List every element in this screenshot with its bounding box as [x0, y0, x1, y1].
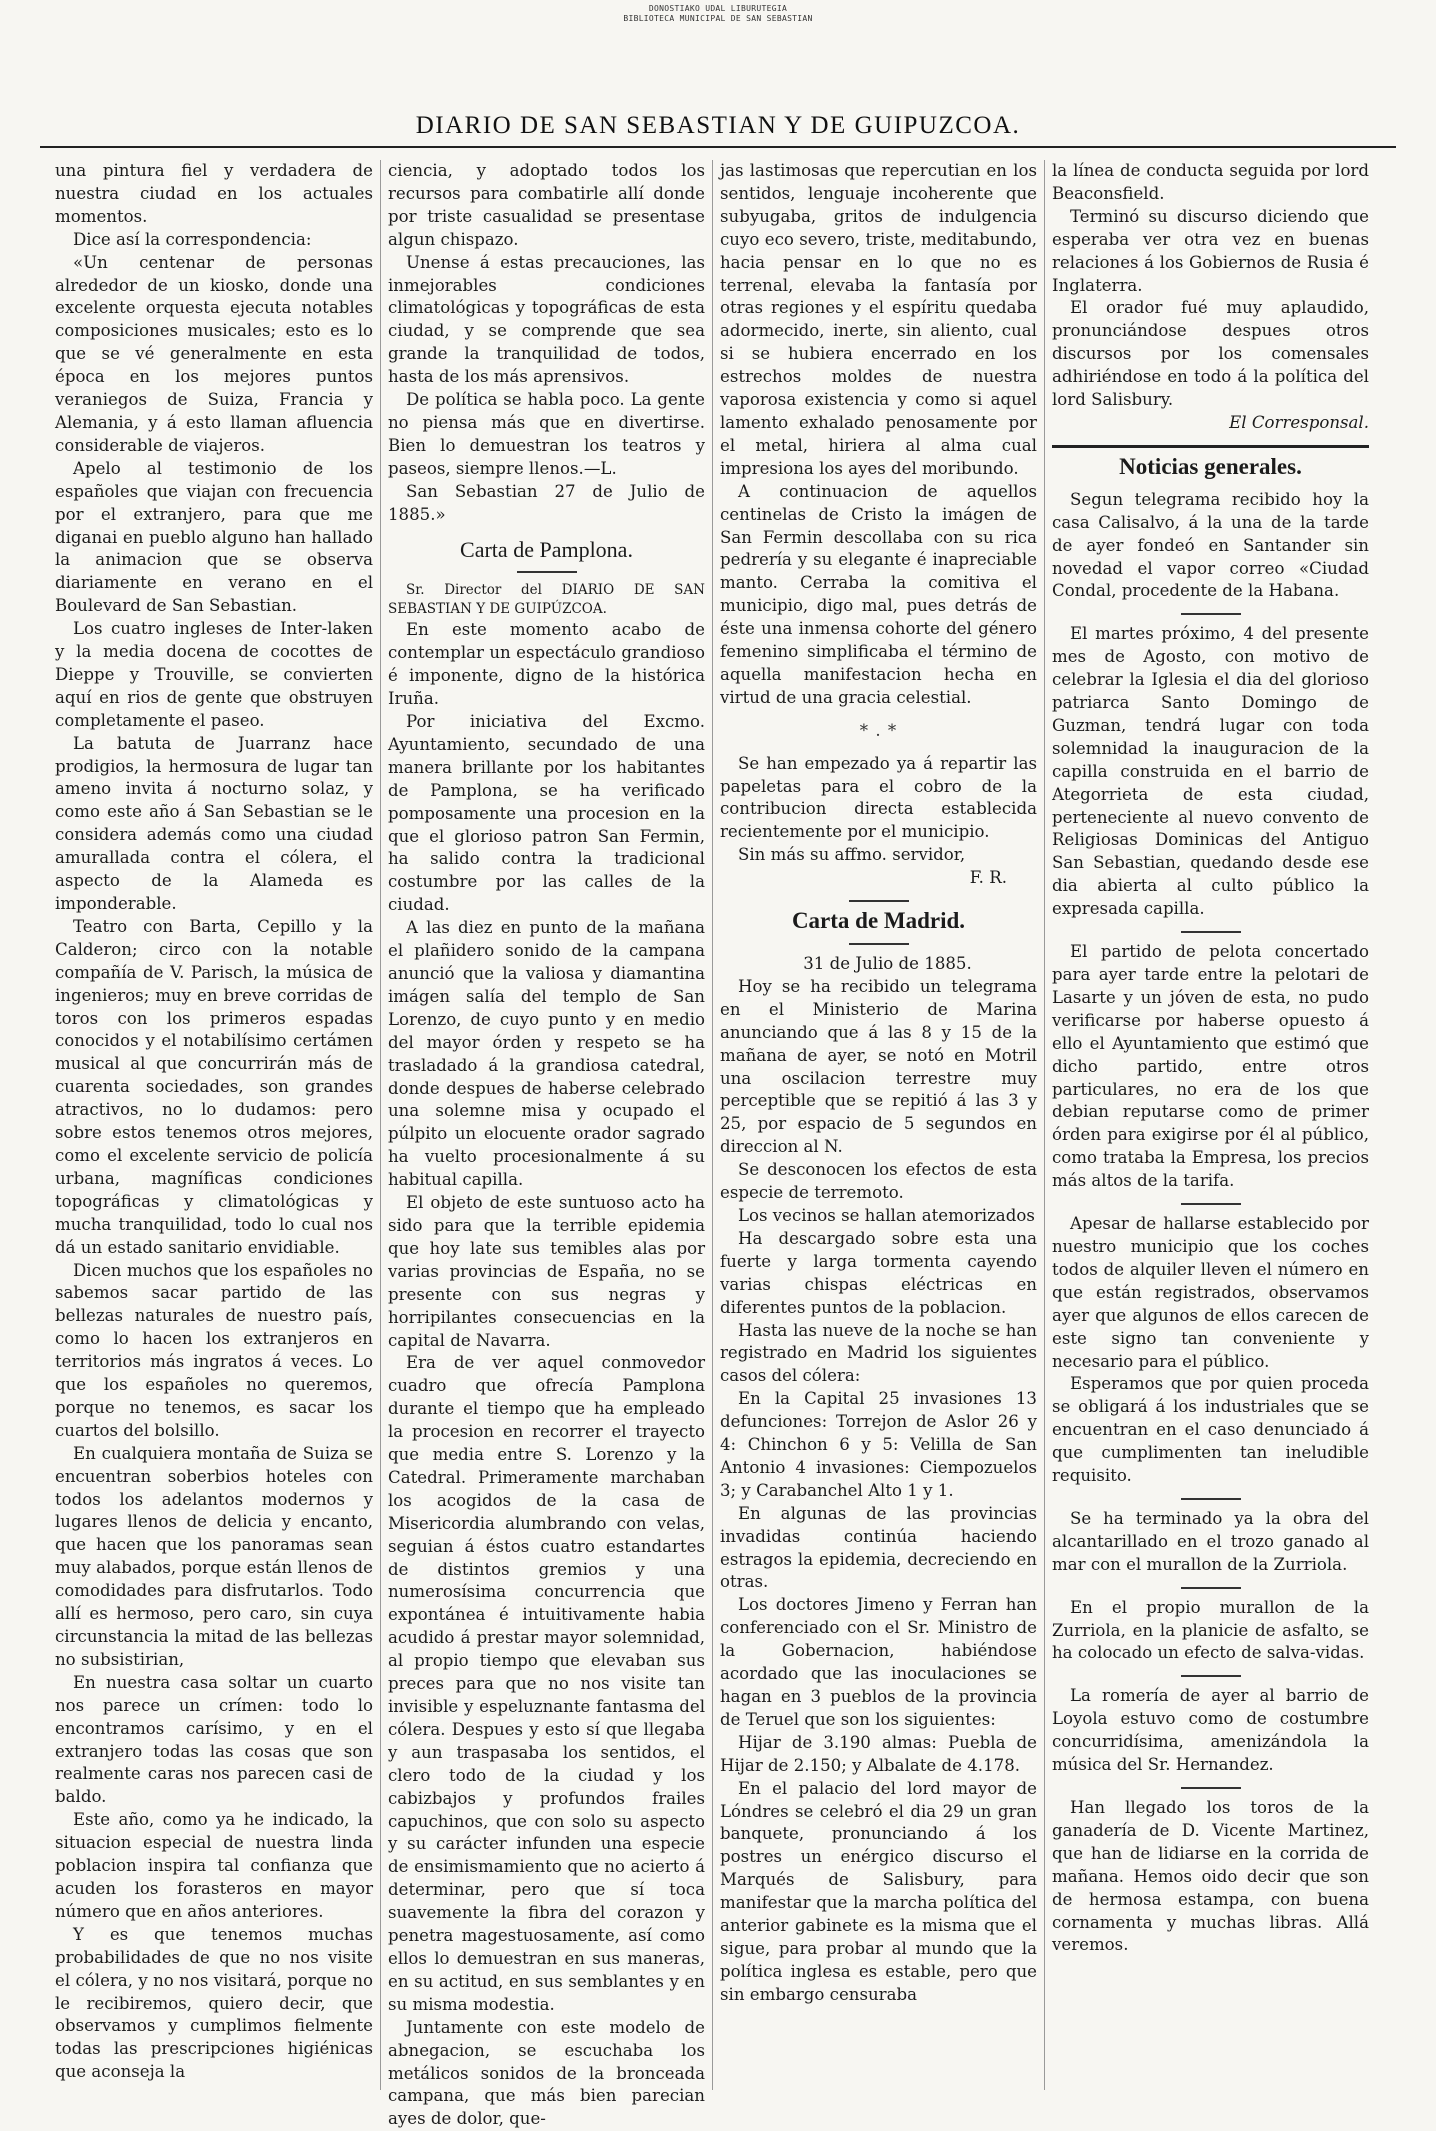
paragraph: jas lastimosas que repercutian en los sentidos, lenguaje incoherente que subyugaba, gritos de indulgencia cuyo eco severo, triste, meditabundo, hacia pensar en lo que no es terrenal, elevaba la fantasía por otras regiones y el espíritu quedaba adormecido, inerte, sin aliento, cual si se hubiera encerrado en los estrechos moldes de nuestra vaporosa existencia y como si aquel lamento exhalado penosamente por el metal, hiriera al alma cual impresiona los ayes del moribundo. — [720, 161, 1037, 478]
signature: F. R. — [969, 868, 1007, 888]
archive-stamp-line1: DONOSTIAKO UDAL LIBURUTEGIA — [648, 4, 788, 13]
news-item: Han llegado los toros de la ganadería de D. Vicente Martinez, que han de lidiarse en la corrida de mañana. Hemos oido decir que son de hermosa estampa, con buena cornamenta y muchas libras. Allá veremos. — [1052, 1798, 1369, 1955]
paragraph: Se desconocen los efectos de esta especie de terremoto. — [720, 1160, 1037, 1203]
paragraph: una pintura fiel y verdadera de nuestra ciudad en los actuales momentos. — [55, 161, 373, 226]
stars-separator: * . * — [859, 720, 898, 740]
paragraph: Teatro con Barta, Cepillo y la Calderon; circo con la notable compañía de V. Parisch, la música de ingenieros; muy en breve corridas de toros con los primeros espadas conocidos y el notabilísimo certámen musical al que concurrirán más de cuarenta sociedades, son grandes atractivos, no lo dudamos: pero sobre estos tenemos otros mejores, como el excelente servicio de policía urbana, magníficas condiciones topográficas y climatológicas y mucha tranquilidad, todo lo cual nos dá un estado sanitario envidiable. — [55, 916, 373, 1257]
paragraph: Apelo al testimonio de los españoles que viajan con frecuencia por el extranjero, para que me diganai en pueblo alguno han hallado la animacion que se observa diariamente en verano en el Boulevard de San Sebastian. — [55, 458, 373, 616]
article-heading-madrid: Carta de Madrid. — [791, 908, 966, 934]
paragraph: ciencia, y adoptado todos los recursos para combatirle allí donde por triste casualidad se presentase algun chispazo. — [388, 161, 705, 249]
archive-stamp — [0, 4, 1436, 24]
paragraph: Los vecinos se hallan atemorizados — [738, 1205, 1035, 1225]
divider — [849, 943, 909, 945]
divider — [849, 900, 909, 902]
paragraph: Se han empezado ya á repartir las papeletas para el cobro de la contribucion directa establecida recientemente por el municipio. — [720, 753, 1037, 842]
column-2 — [380, 160, 712, 2129]
masthead-rule — [40, 146, 1396, 148]
divider — [517, 571, 577, 573]
news-item: Esperamos que por quien proceda se obligará á los industriales que se encuentran en el caso denunciado á que cumplimenten tan ineludible requisito. — [1052, 1374, 1369, 1486]
paragraph: A las diez en punto de la mañana el plañidero sonido de la campana anunció que la valiosa y diamantina imágen salía del templo de San Lorenzo, de cuyo punto y en medio del mayor órden y respeto se ha trasladado á la grandiosa catedral, donde despues de haberse celebrado una solemne misa y ocupado el púlpito un elocuente orador sagrado ha vuelto procesionalmente á su habitual capilla. — [388, 918, 705, 1190]
paragraph: Unense á estas precauciones, las inmejorables condiciones climatológicas y topográficas de esta ciudad, y se comprende que sea grande la tranquilidad de todos, hasta de los más aprensivos. — [388, 252, 705, 387]
news-item: Segun telegrama recibido hoy la casa Calisalvo, á la una de la tarde de ayer fondeó en Santander sin novedad el vapor correo «Ciudad Condal, procedente de la Habana. — [1052, 489, 1369, 601]
paragraph: La batuta de Juarranz hace prodigios, la hermosura de lugar tan ameno invita á nocturno solaz, y como este año á San Sebastian se le considera además como una ciudad amurallada contra el cólera, el aspecto de la Alameda es imponderable. — [55, 733, 373, 913]
paragraph: Hasta las nueve de la noche se han registrado en Madrid los siguientes casos del cólera: — [720, 1320, 1037, 1386]
paragraph: Este año, como ya he indicado, la situacion especial de nuestra linda poblacion inspira tal confianza que acuden los forasteros en mayor número que en años anteriores. — [55, 1810, 373, 1921]
news-item: La romería de ayer al barrio de Loyola estuvo como de costumbre concurridísima, amenizándola la música del Sr. Hernandez. — [1052, 1686, 1369, 1775]
column-3 — [712, 160, 1044, 2090]
paragraph: Dice así la correspondencia: — [73, 229, 312, 249]
divider — [1181, 1498, 1241, 1500]
section-rule — [1052, 445, 1369, 448]
paragraph: Ha descargado sobre esta una fuerte y larga tormenta cayendo varias chispas eléctricas en diferentes puntos de la poblacion. — [720, 1228, 1037, 1317]
divider — [1181, 1675, 1241, 1677]
archive-stamp-line2: BIBLIOTECA MUNICIPAL DE SAN SEBASTIAN — [623, 14, 813, 23]
paragraph: la línea de conducta seguida por lord Beaconsfield. — [1052, 161, 1369, 203]
divider — [1181, 613, 1241, 615]
paragraph: Y es que tenemos muchas probabilidades de que no nos visite el cólera, y no nos visitará, porque no le recibiremos, quiero decir, que observamos y cumplimos fielmente todas las prescripciones higiénicas que aconseja la — [55, 1924, 373, 2082]
salutation: Sr. Director del DIARIO DE SAN SEBASTIAN Y DE GUIPÚZCOA. — [388, 582, 705, 618]
paragraph: El orador fué muy aplaudido, pronunciándose despues otros discursos por los comensales adhiriéndose en todo á la política del lord Salisbury. — [1052, 298, 1369, 410]
news-item: Apesar de hallarse establecido por nuestro municipio que los coches todos de alquiler lleven el número en que están registrados, observamos ayer que algunos de ellos carecen de este signo tan conveniente y necesario para el público. — [1052, 1214, 1369, 1371]
paragraph: El objeto de este suntuoso acto ha sido para que la terrible epidemia que hoy late sus temibles alas por varias provincias de España, no se presente con sus negras y horripilantes consecuencias en la capital de Navarra. — [388, 1193, 705, 1350]
paragraph: Por iniciativa del Excmo. Ayuntamiento, secundado de una manera brillante por los habitantes de Pamplona, se ha verificado pomposamente una procesion en la que el glorioso patron San Fermin, ha salido contra la tradicional costumbre por las calles de la ciudad. — [388, 712, 705, 915]
divider — [1181, 1203, 1241, 1205]
paragraph: «Un centenar de personas alrededor de un kiosko, donde una excelente orquesta ejecuta notables composiciones musicales; esto es lo que se vé generalmente en esta época en los mejores puntos veraniegos de Suiza, Francia y Alemania, y á esto llaman afluencia considerable de viajeros. — [55, 252, 373, 455]
paragraph: De política se habla poco. La gente no piensa más que en divertirse. Bien lo demuestran los teatros y paseos, siempre llenos.—L. — [388, 390, 705, 478]
paragraph: En el palacio del lord mayor de Lóndres se celebró el dia 29 un gran banquete, pronunciando á los postres un enérgico discurso el Marqués de Salisbury, para manifestar que la marcha política del anterior gabinete es la misma que el sigue, para probar al mundo que la política inglesa es estable, pero que sin embargo censuraba — [720, 1778, 1037, 2004]
paragraph: A continuacion de aquellos centinelas de Cristo la imágen de San Fermin descollaba con su rica pedrería y su elegante é inapreciable manto. Cerraba la comitiva el municipio, digo mal, pues detrás de éste una inmensa cohorte del género femenino simplificaba el término de aquella manifestacion hecha en virtud de una gracia celestial. — [720, 481, 1037, 707]
paragraph: En nuestra casa soltar un cuarto nos parece un crímen: todo lo encontramos carísimo, y en el extranjero todas las cosas que son realmente caras nos parecen casi de baldo. — [55, 1672, 373, 1807]
paragraph: Sin más su affmo. servidor, — [738, 845, 966, 865]
paragraph: En la Capital 25 invasiones 13 defunciones: Torrejon de Aslor 26 y 4: Chinchon 6 y 5: Velilla de San Antonio 4 invasiones: Ciempozuelos 3; y Carabanchel Alto 1 y 1. — [720, 1389, 1037, 1500]
paragraph: Era de ver aquel conmovedor cuadro que ofrecía Pamplona durante el tiempo que ha empleado la procesion en recorrer el trayecto que media entre S. Lorenzo y la Catedral. Primeramente marchaban los acogidos de la casa de Misericordia alumbrando con velas, seguian á éstos cuatro estandartes de distintos gremios y una numerosísima concurrencia que expontánea é intuitivamente habia acudido á prestar mayor solemnidad, al propio tiempo que elevaban sus preces para que no nos visite tan invisible y espeluznante fantasma del cólera. Despues y esto sí que llegaba y aun traspasaba los sentidos, el clero todo de la ciudad y los cabizbajos y profundos frailes capuchinos, que con solo su aspecto y su carácter infunden una especie de ensimismamiento que no acierto á determinar, pero que sí toca suavemente la fibra del corazon y penetra magestuosamente, así como ellos lo demuestran en sus maneras, en su actitud, en sus semblantes y en su misma modestia. — [388, 1353, 705, 2014]
news-item: El partido de pelota concertado para ayer tarde entre la pelotari de Lasarte y un jóven de esta, no pudo verificarse por haberse opuesto á ello el Ayuntamiento que estimó que dicho partido, entre otros particulares, no era de los que debian reputarse como de primer órden para exigirse por él al público, como trataba la Empresa, los precios más altos de la tarifa. — [1052, 942, 1369, 1191]
correspondent-signoff: El Corresponsal. — [1229, 412, 1369, 432]
dateline: 31 de Julio de 1885. — [803, 954, 972, 973]
news-item: Se ha terminado ya la obra del alcantarillado en el trozo ganado al mar con el murallon de la Zurriola. — [1052, 1508, 1369, 1574]
paragraph: En algunas de las provincias invadidas continúa haciendo estragos la epidemia, decreciendo en otras. — [720, 1503, 1037, 1592]
paragraph: En este momento acabo de contemplar un espectáculo grandioso é imponente, digno de la histórica Iruña. — [388, 620, 705, 709]
paragraph: En cualquiera montaña de Suiza se encuentran soberbios hoteles con todos los adelantos modernos y lugares llenos de delicia y encanto, que hacen que los panoramas sean muy alabados, porque están llenos de comodidades para disfrutarlos. Todo allí es hermoso, pero caro, sin cuya circunstancia la mitad de las bellezas no subsistirian, — [55, 1443, 373, 1669]
masthead: DIARIO DE SAN SEBASTIAN Y DE GUIPUZCOA. — [415, 112, 1021, 139]
paragraph: Terminó su discurso diciendo que esperaba ver otra vez en buenas relaciones á los Gobiernos de Rusia é Inglaterra. — [1052, 206, 1369, 295]
article-heading-pamplona: Carta de Pamplona. — [460, 536, 633, 562]
divider — [1181, 1587, 1241, 1589]
news-item: El martes próximo, 4 del presente mes de Agosto, con motivo de celebrar la Iglesia el dia del glorioso patriarca Santo Domingo de Guzman, tendrá lugar con toda solemnidad la inauguracion de la capilla construida en el barrio de Ategorrieta de esta ciudad, perteneciente al nuevo convento de Religiosas Dominicas del Antiguo San Sebastian, quedando desde ese dia abierta al culto público la expresada capilla. — [1052, 624, 1369, 919]
divider — [1181, 1787, 1241, 1789]
paragraph: Hijar de 3.190 almas: Puebla de Hijar de 2.150; y Albalate de 4.178. — [720, 1732, 1037, 1775]
column-4 — [1044, 160, 1376, 2090]
divider — [1181, 931, 1241, 933]
paragraph: Hoy se ha recibido un telegrama en el Ministerio de Marina anunciando que á las 8 y 15 de la mañana de ayer, se notó en Motril una oscilacion terrestre muy perceptible que se repitió á las 3 y 25, por espacio de 5 segundos en direccion al N. — [720, 976, 1037, 1157]
paragraph: Dicen muchos que los españoles no sabemos sacar partido de las bellezas naturales de nuestro país, como lo hacen los extranjeros en territorios más ingratos á veces. Lo que los españoles no queremos, porque no tenemos, es sacar los cuartos del bolsillo. — [55, 1260, 373, 1440]
dateline: San Sebastian 27 de Julio de 1885.» — [388, 481, 705, 524]
paragraph: Los cuatro ingleses de Inter-laken y la media docena de cocottes de Dieppe y Trouville, se convierten aquí en rios de gente que obstruyen completamente el paseo. — [55, 619, 373, 730]
paragraph: Los doctores Jimeno y Ferran han conferenciado con el Sr. Ministro de la Gobernacion, habiéndose acordado que las inoculaciones se hagan en 3 pueblos de la provincia de Teruel que son los siguientes: — [720, 1595, 1037, 1729]
newspaper-page — [48, 160, 1388, 2129]
news-item: En el propio murallon de la Zurriola, en la planicie de asfalto, se ha colocado un efecto de salva-vidas. — [1052, 1597, 1369, 1663]
section-heading-news: Noticias generales. — [1119, 453, 1302, 479]
paragraph: Juntamente con este modelo de abnegacion, se escuchaba los metálicos sonidos de la bronceada campana, que más bien parecian ayes de dolor, que- — [388, 2017, 705, 2129]
column-1 — [48, 160, 380, 2090]
